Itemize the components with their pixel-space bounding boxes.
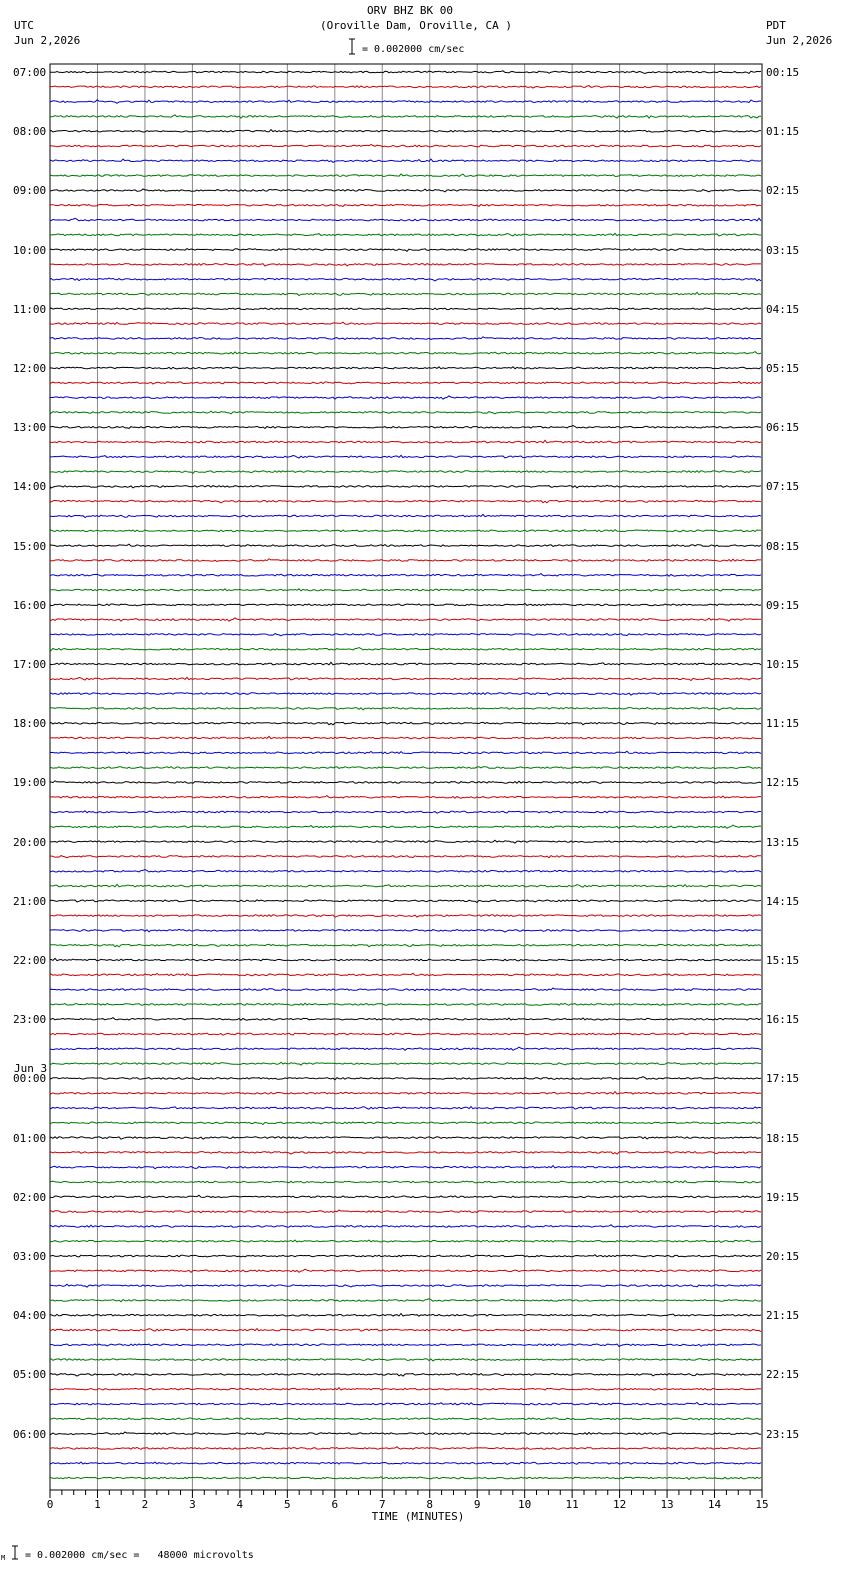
trace-line xyxy=(50,264,761,266)
trace-line xyxy=(50,693,761,695)
trace-line xyxy=(50,840,761,843)
trace-line xyxy=(50,1329,761,1332)
left-hour-label: 17:00 xyxy=(13,658,47,671)
x-tick-label: 1 xyxy=(94,1498,101,1511)
trace-line xyxy=(50,189,761,192)
trace-line xyxy=(50,589,761,591)
trace-line xyxy=(50,604,761,606)
left-date: Jun 2,2026 xyxy=(14,34,81,47)
trace-line xyxy=(50,856,761,858)
trace-line xyxy=(50,884,761,887)
right-hour-label: 11:15 xyxy=(766,717,800,731)
x-tick-label: 8 xyxy=(426,1498,434,1511)
left-hour-label: 04:00 xyxy=(13,1309,47,1323)
left-hour-label: 08:00 xyxy=(13,125,47,139)
scale-text: = 0.002000 cm/sec xyxy=(362,44,465,55)
trace-line xyxy=(50,870,761,873)
right-hour-label: 16:15 xyxy=(766,1013,800,1027)
trace-line xyxy=(50,1181,761,1183)
scale-bar-icon xyxy=(347,38,357,56)
trace-line xyxy=(50,100,761,103)
trace-line xyxy=(50,1269,761,1272)
trace-line xyxy=(50,1299,761,1302)
trace-line xyxy=(50,530,761,532)
trace-line xyxy=(50,1122,761,1125)
left-hour-label: 15:00 xyxy=(13,539,47,553)
trace-line xyxy=(50,71,761,74)
trace-line xyxy=(50,322,761,324)
trace-line xyxy=(50,662,761,665)
trace-line xyxy=(50,500,761,503)
trace-line xyxy=(50,233,761,236)
left-hour-label: 05:00 xyxy=(13,1368,47,1382)
trace-line xyxy=(50,1047,761,1050)
trace-line xyxy=(50,751,761,753)
trace-line xyxy=(50,485,761,488)
trace-line xyxy=(50,544,761,546)
left-hour-label: 07:00 xyxy=(13,66,47,79)
trace-line xyxy=(50,1255,761,1257)
trace-line xyxy=(50,915,761,917)
trace-line xyxy=(50,411,761,414)
left-hour-label: 00:00 xyxy=(13,1072,47,1086)
trace-line xyxy=(50,292,761,295)
trace-line xyxy=(50,426,761,429)
trace-line xyxy=(50,249,761,252)
right-hour-label: 17:15 xyxy=(766,1072,800,1086)
trace-line xyxy=(50,944,761,947)
trace-line xyxy=(50,559,761,562)
trace-line xyxy=(50,973,761,975)
trace-line xyxy=(50,781,761,783)
right-hour-label: 22:15 xyxy=(766,1368,800,1382)
right-hour-label: 00:15 xyxy=(766,66,800,79)
right-hour-label: 09:15 xyxy=(766,598,800,612)
trace-line xyxy=(50,1003,761,1005)
left-hour-label: 18:00 xyxy=(13,717,47,731)
trace-line xyxy=(50,1033,761,1035)
x-tick-label: 10 xyxy=(518,1498,532,1511)
trace-line xyxy=(50,396,761,399)
trace-line xyxy=(50,1447,761,1450)
right-hour-label: 20:15 xyxy=(766,1250,800,1263)
trace-line xyxy=(50,1403,761,1405)
trace-line xyxy=(50,1195,761,1197)
x-tick-label: 5 xyxy=(284,1498,291,1511)
left-hour-label: 21:00 xyxy=(13,894,47,908)
trace-line xyxy=(50,337,761,340)
trace-line xyxy=(50,86,761,89)
trace-line xyxy=(50,1077,761,1080)
left-hour-label: 20:00 xyxy=(13,835,47,849)
x-tick-label: 9 xyxy=(473,1498,481,1511)
trace-line xyxy=(50,1166,761,1169)
trace-line xyxy=(50,174,761,176)
station-title: ORV BHZ BK 00 xyxy=(366,4,454,17)
left-hour-label: 01:00 xyxy=(13,1131,47,1145)
trace-line xyxy=(50,159,761,162)
trace-line xyxy=(50,278,761,281)
left-hour-label: 03:00 xyxy=(13,1250,47,1263)
right-hour-label: 02:15 xyxy=(766,184,800,198)
trace-line xyxy=(50,1062,761,1065)
trace-line xyxy=(50,648,761,651)
trace-line xyxy=(50,1344,761,1346)
trace-line xyxy=(50,958,761,960)
trace-line xyxy=(50,1152,761,1155)
trace-line xyxy=(50,1240,761,1242)
x-tick-label: 13 xyxy=(660,1498,674,1511)
right-date: Jun 2,2026 xyxy=(766,34,833,47)
trace-line xyxy=(50,634,761,636)
x-tick-label: 2 xyxy=(141,1498,149,1511)
trace-line xyxy=(50,352,761,354)
right-hour-label: 10:15 xyxy=(766,658,800,671)
trace-line xyxy=(50,988,761,991)
trace-line xyxy=(50,1284,761,1287)
x-tick-label: 6 xyxy=(331,1498,339,1511)
trace-line xyxy=(50,145,761,147)
right-hour-label: 01:15 xyxy=(766,125,800,139)
trace-line xyxy=(50,1388,761,1390)
left-hour-label: 02:00 xyxy=(13,1190,47,1204)
right-hour-label: 03:15 xyxy=(766,243,800,257)
trace-line xyxy=(50,471,761,474)
trace-line xyxy=(50,382,761,385)
trace-line xyxy=(50,677,761,680)
right-hour-label: 23:15 xyxy=(766,1427,800,1441)
trace-line xyxy=(50,130,761,132)
left-hour-label: 14:00 xyxy=(13,480,47,494)
left-hour-label: 11:00 xyxy=(13,302,47,316)
x-tick-label: 12 xyxy=(612,1498,627,1511)
left-hour-label: 09:00 xyxy=(13,184,47,198)
date-change-label: Jun 3 xyxy=(14,1062,48,1075)
trace-line xyxy=(50,722,761,725)
right-hour-label: 12:15 xyxy=(766,776,800,790)
trace-line xyxy=(50,1462,761,1464)
trace-line xyxy=(50,1477,761,1480)
right-hour-label: 06:15 xyxy=(766,421,800,435)
trace-line xyxy=(50,1137,761,1140)
trace-line xyxy=(50,707,761,710)
plot-grid xyxy=(50,64,762,1490)
right-hour-label: 07:15 xyxy=(766,480,800,494)
right-hour-label: 19:15 xyxy=(766,1190,800,1204)
x-tick-label: 15 xyxy=(755,1498,769,1511)
left-hour-label: 23:00 xyxy=(13,1013,47,1027)
trace-line xyxy=(50,736,761,738)
trace-line xyxy=(50,900,761,903)
trace-line xyxy=(50,1418,761,1420)
trace-line xyxy=(50,440,761,443)
trace-line xyxy=(50,618,761,621)
right-hour-label: 21:15 xyxy=(766,1309,800,1323)
footer-mark: M xyxy=(1,1554,6,1562)
right-hour-label: 05:15 xyxy=(766,362,800,375)
trace-line xyxy=(50,796,761,799)
left-hour-label: 22:00 xyxy=(13,954,47,967)
trace-line xyxy=(50,1092,761,1095)
trace-line xyxy=(50,1374,761,1377)
trace-line xyxy=(50,367,761,369)
trace-line xyxy=(50,767,761,769)
left-hour-label: 16:00 xyxy=(13,598,47,612)
left-hour-label: 13:00 xyxy=(13,421,47,435)
trace-line xyxy=(50,1359,761,1362)
trace-line xyxy=(50,1225,761,1228)
x-tick-label: 11 xyxy=(565,1498,579,1511)
right-timezone: PDT xyxy=(766,19,786,32)
x-axis xyxy=(47,1490,769,1511)
trace-line xyxy=(50,1314,761,1317)
right-hour-label: 13:15 xyxy=(766,835,800,849)
trace-line xyxy=(50,218,761,221)
station-location: (Oroville Dam, Oroville, CA ) xyxy=(319,19,513,32)
plot-frame xyxy=(50,64,762,1490)
x-tick-label: 14 xyxy=(707,1498,722,1511)
trace-line xyxy=(50,308,761,310)
left-hour-label: 10:00 xyxy=(13,243,47,257)
trace-line xyxy=(50,825,761,828)
trace-line xyxy=(50,811,761,813)
trace-line xyxy=(50,1107,761,1110)
left-hour-label: 12:00 xyxy=(13,362,47,375)
trace-line xyxy=(50,1018,761,1021)
seismic-traces xyxy=(50,71,761,1480)
footer-scale-icon xyxy=(11,1545,19,1561)
trace-line xyxy=(50,115,761,118)
x-tick-label: 0 xyxy=(46,1498,54,1511)
x-axis-label: TIME (MINUTES) xyxy=(371,1510,465,1523)
trace-line xyxy=(50,514,761,517)
right-hour-label: 08:15 xyxy=(766,539,800,553)
trace-line xyxy=(50,929,761,932)
left-hour-label: 19:00 xyxy=(13,776,47,790)
trace-line xyxy=(50,1210,761,1213)
x-tick-label: 4 xyxy=(236,1498,244,1511)
right-hour-label: 18:15 xyxy=(766,1131,800,1145)
trace-line xyxy=(50,1432,761,1435)
footer-scale-note: = 0.002000 cm/sec = 48000 microvolts xyxy=(25,1550,254,1561)
right-hour-label: 14:15 xyxy=(766,894,800,908)
x-tick-label: 3 xyxy=(189,1498,196,1511)
trace-line xyxy=(50,204,761,206)
right-hour-label: 15:15 xyxy=(766,954,800,967)
right-hour-label: 04:15 xyxy=(766,302,800,316)
left-timezone: UTC xyxy=(14,19,34,32)
trace-line xyxy=(50,574,761,577)
left-hour-label: 06:00 xyxy=(13,1427,47,1441)
x-tick-label: 7 xyxy=(378,1498,386,1511)
trace-line xyxy=(50,455,761,458)
